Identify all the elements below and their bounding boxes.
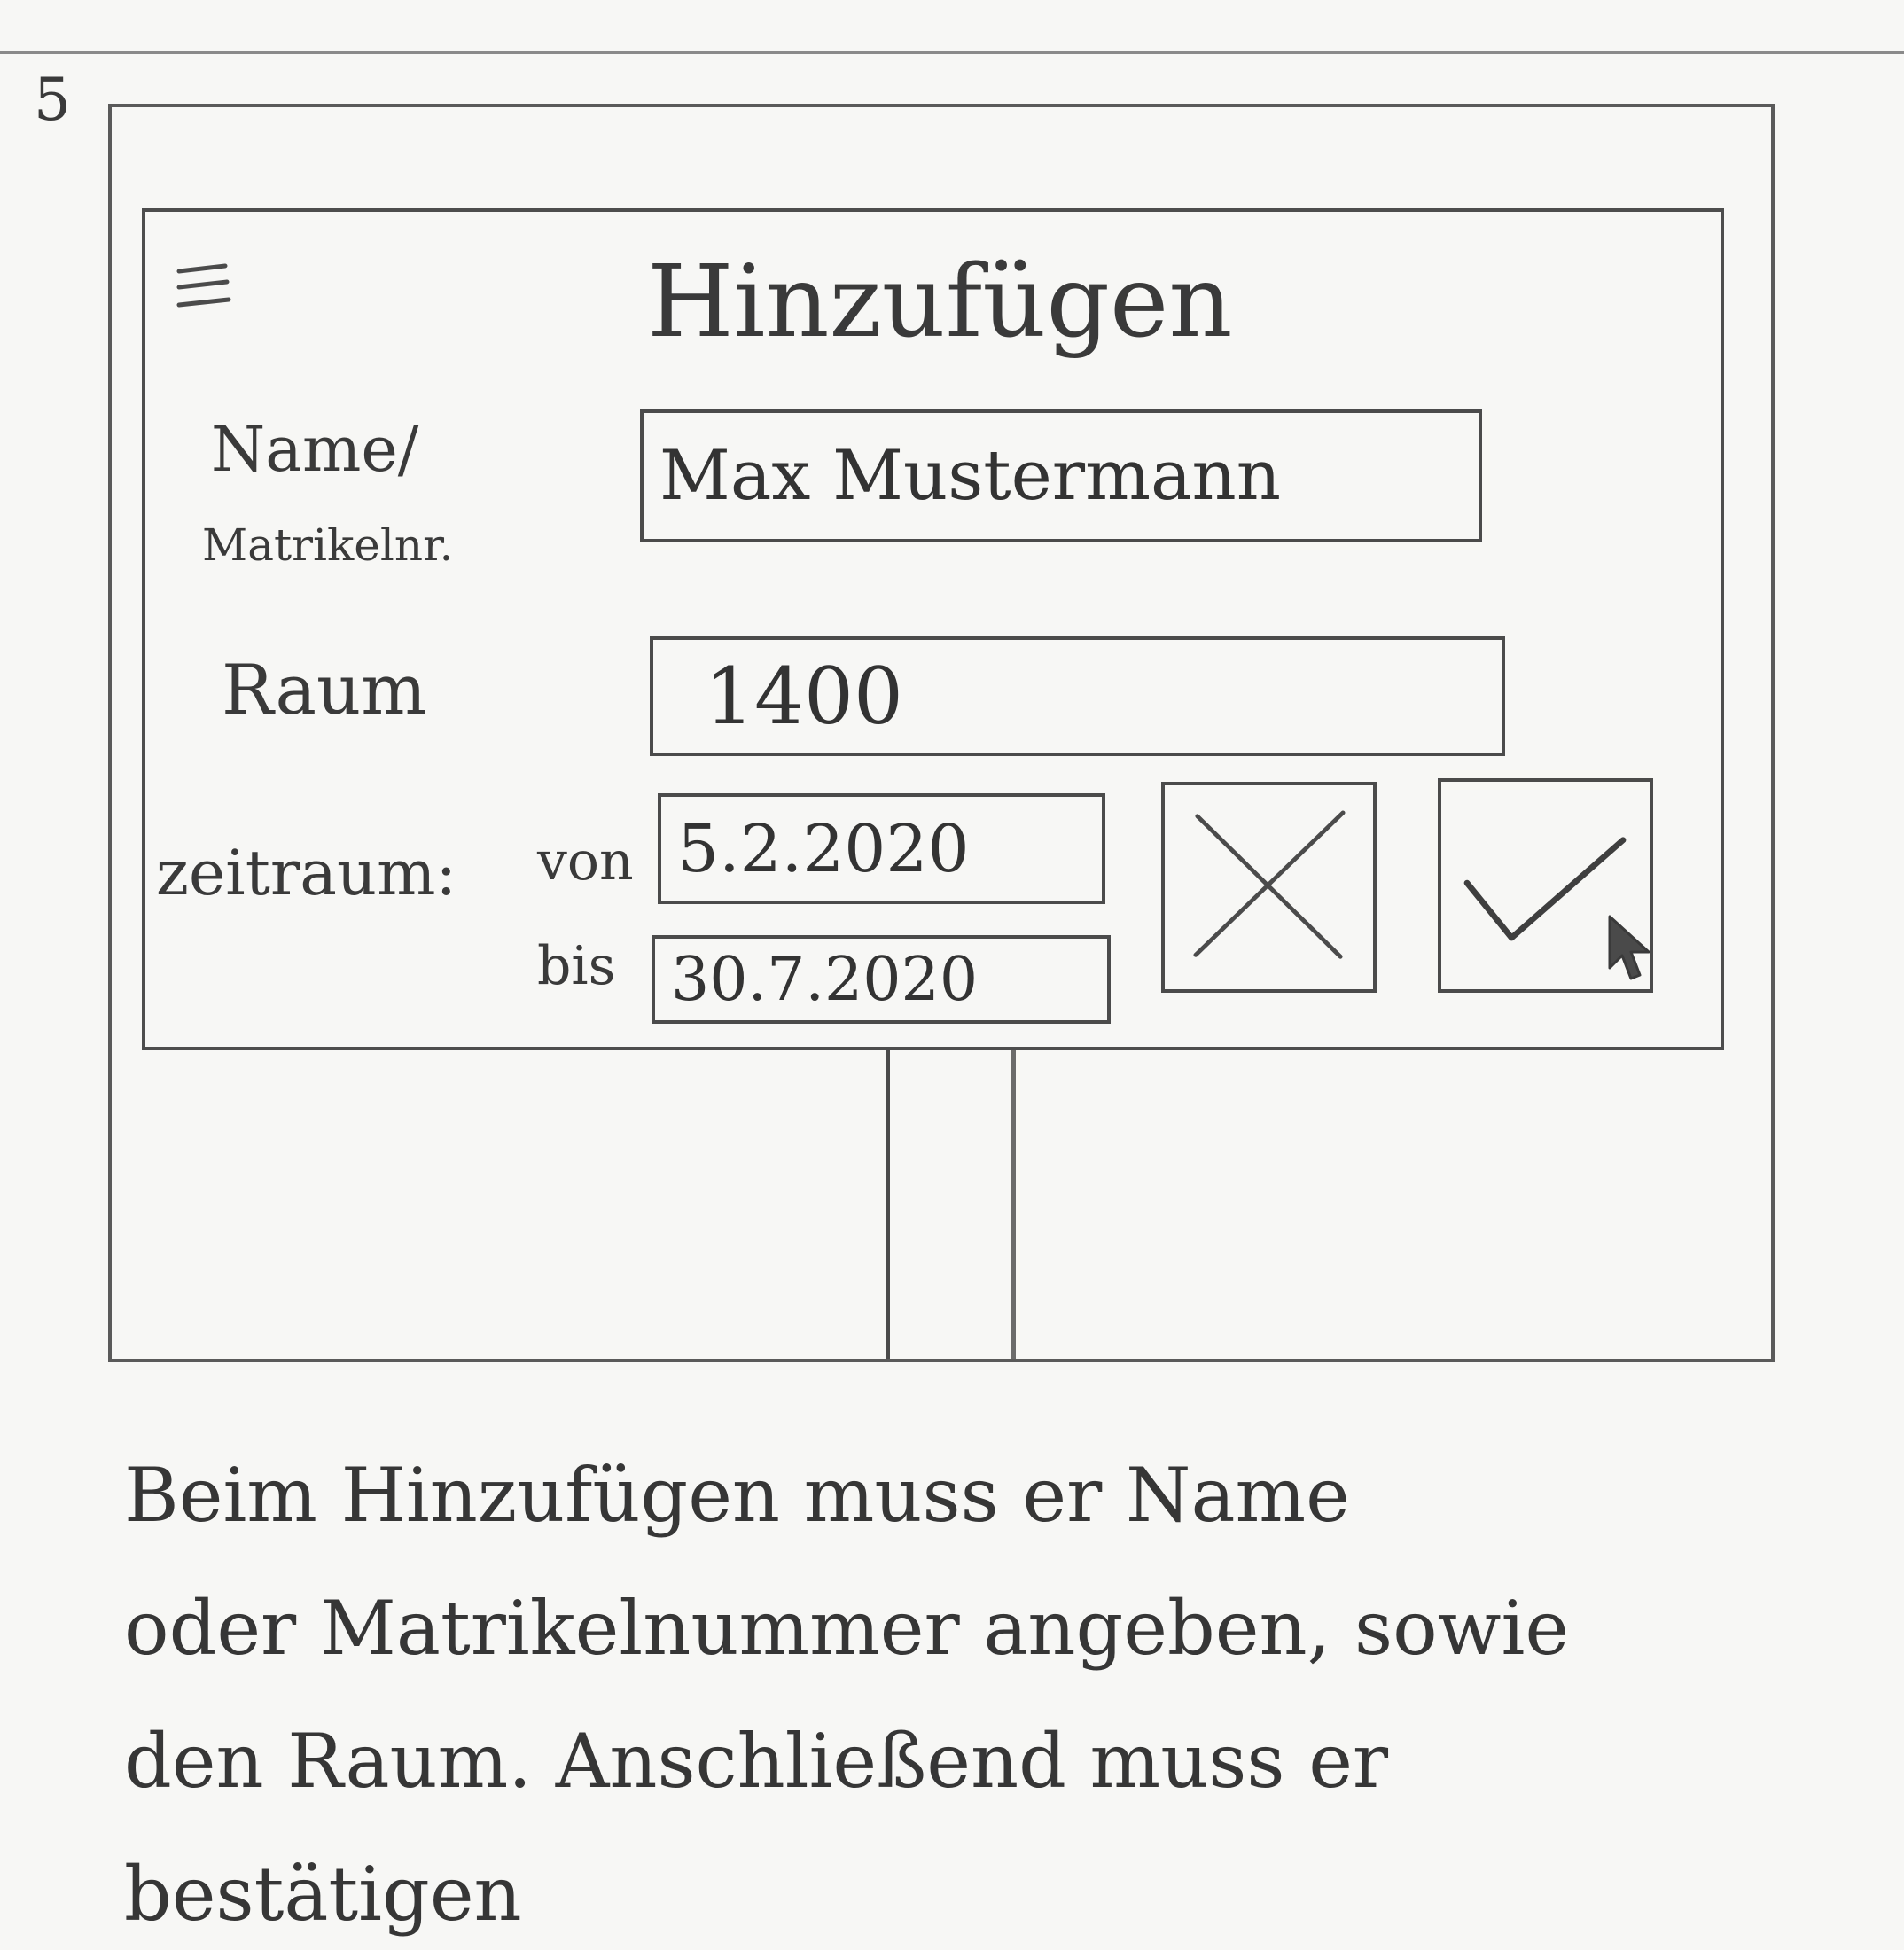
from-date-value: 5.2.2020	[677, 810, 970, 887]
room-input-value: 1400	[705, 651, 903, 742]
annotation-line: Beim Hinzufügen muss er Name	[124, 1452, 1350, 1539]
to-date-value: 30.7.2020	[671, 944, 979, 1015]
name-input[interactable]	[640, 410, 1482, 542]
monitor-stand	[886, 1050, 1016, 1359]
sheet-number: 5	[34, 66, 71, 134]
to-date-input[interactable]	[652, 935, 1111, 1024]
matrikel-label: Matrikelnr.	[202, 519, 454, 571]
annotation-line: bestätigen	[124, 1851, 522, 1938]
mouse-pointer-icon	[1601, 913, 1654, 984]
name-input-value: Max Mustermann	[659, 436, 1282, 516]
page-top-rule	[0, 51, 1904, 54]
annotation-note	[124, 1429, 1861, 1950]
room-label: Raum	[222, 651, 427, 730]
from-label: von	[537, 831, 634, 893]
name-label: Name/	[211, 413, 419, 486]
room-input[interactable]	[650, 636, 1505, 756]
annotation-line: oder Matrikelnummer angeben, sowie	[124, 1585, 1570, 1672]
hamburger-menu-icon[interactable]	[176, 259, 239, 323]
to-label: bis	[537, 935, 616, 997]
x-icon	[1165, 785, 1373, 989]
from-date-input[interactable]	[658, 793, 1105, 904]
page-title: Hinzufügen	[647, 245, 1233, 360]
annotation-line: den Raum. Anschließend muss er	[124, 1718, 1389, 1805]
period-label: zeitraum:	[156, 837, 457, 909]
cancel-button[interactable]	[1161, 782, 1377, 993]
